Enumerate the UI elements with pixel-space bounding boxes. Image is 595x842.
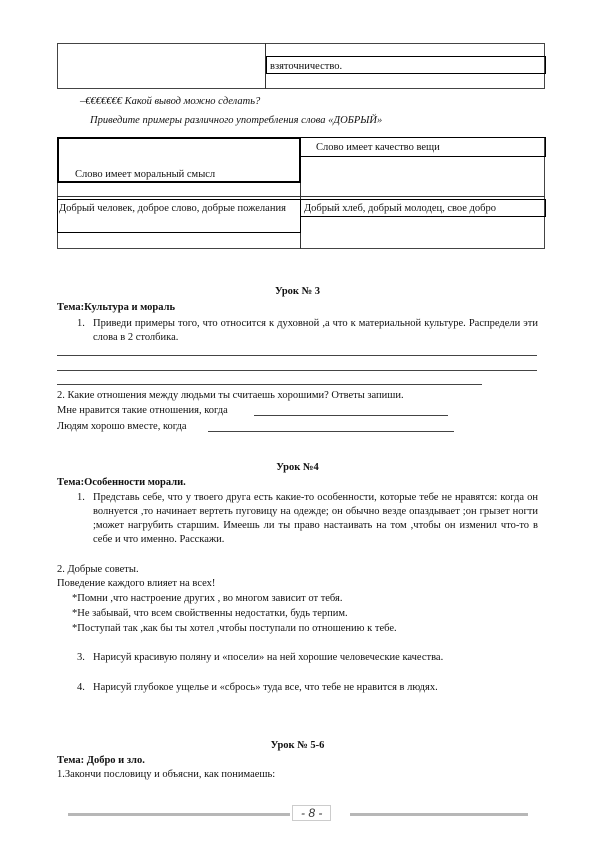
lesson3-theme: Тема:Культура и мораль [57,302,176,313]
lesson56-title: Урок № 5-6 [270,740,325,751]
lesson4-item1-num: 1. [77,492,85,503]
lesson56-theme: Тема: Добро и зло. [57,755,145,766]
table-words-row-left: Добрый человек, доброе слово, добрые пожелания [59,203,286,214]
answer-line-2 [57,370,537,371]
lesson4-item2-sub: Поведение каждого влияет на всех! [57,578,216,589]
answer-line-3 [57,384,482,385]
lesson3-item2: 2. Какие отношения между людьми ты считаешь хорошими? Ответы запиши. [57,390,404,401]
lesson3-item1-text: Приведи примеры того, что относится к духовной ,а что к материальной культуре. Распредели эти слова в 2 столбика. [93,318,538,343]
table-words-header-left: Слово имеет моральный смысл [75,169,216,180]
lesson4-item2: 2. Добрые советы. [57,564,139,575]
answer-line-1 [57,355,537,356]
page-number: - 8 - [292,805,331,821]
lesson3-item1-num: 1. [77,318,85,329]
lesson3-line-b: Людям хорошо вместе, когда [57,421,187,432]
footer-bar-left [68,813,290,816]
prompt-examples: Приведите примеры различного употребления слова «ДОБРЫЙ» [90,115,383,126]
lesson56-item1: 1.Закончи пословицу и объясни, как понимаешь: [57,769,276,780]
answer-line-a [254,415,448,416]
lesson4-item4-num: 4. [77,682,85,693]
lesson4-item1-text: Представь себе, что у твоего друга есть какие-то особенности, которые тебе не нравятся: когда он волнуется ,то начинает вертеть пуговицу на одежде; он обычно везде опаздывает ;он грызет ногти ;может нагрубить старшим. Имеешь ли ты право настаивать на том ,чтобы он изменил что-то в себе и что именно. Расскажи. [93,492,538,545]
lesson4-item4-text: Нарисуй глубокое ущелье и «сбрось» туда все, что тебе не нравится в людях. [93,682,438,693]
table-words-header-right: Слово имеет качество вещи [316,142,440,153]
answer-line-b [208,431,454,432]
table-top-right-cell: взяточничество. [270,61,343,72]
lesson4-theme: Тема:Особенности морали. [57,477,186,488]
table-words-row-line [57,196,545,197]
prompt-conclusion: –€€€€€€€ Какой вывод можно сделать? [80,96,261,107]
lesson4-title: Урок №4 [276,462,319,473]
advice-item: *Не забывай, что всем свойственны недостатки, будь терпим. [72,608,348,619]
lesson3-line-a: Мне нравится такие отношения, когда [57,405,228,416]
table-words-row-right: Добрый хлеб, добрый молодец, свое добро [304,203,496,214]
lesson3-title: Урок № 3 [274,286,321,297]
lesson4-item3-text: Нарисуй красивую поляну и «посели» на ней хорошие человеческие качества. [93,652,444,663]
lesson4-item3-num: 3. [77,652,85,663]
advice-item: *Помни ,что настроение других , во многом зависит от тебя. [72,593,343,604]
footer-bar-right [350,813,528,816]
advice-item: *Поступай так ,как бы ты хотел ,чтобы поступали по отношению к тебе. [72,623,397,634]
